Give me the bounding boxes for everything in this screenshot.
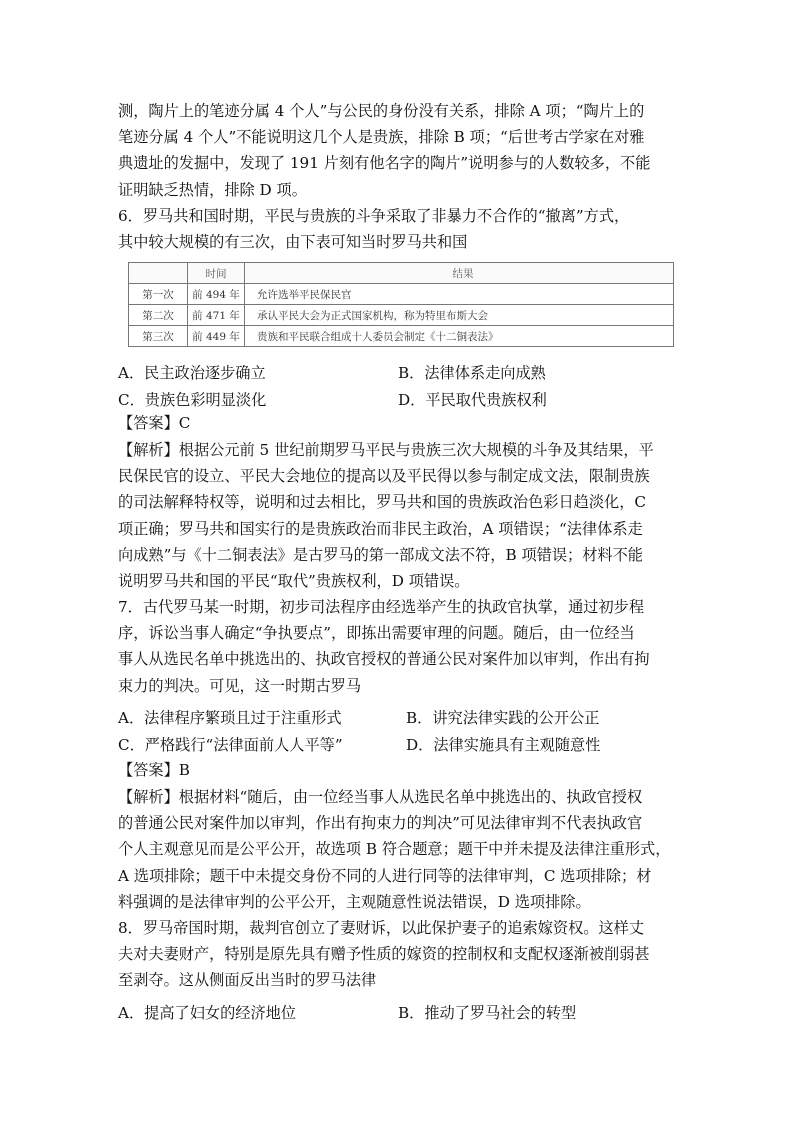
text-line: 说明罗马共和国的平民“取代”贵族权利，D 项错误。 (118, 571, 470, 590)
question-7-options-row-1 (118, 705, 678, 731)
text-line: 典遗址的发掘中，发现了 191 片刻有他名字的陶片”说明参与的人数较多，不能 (118, 154, 651, 173)
prev-explanation (118, 98, 678, 203)
option-d: D．法律实施具有主观随意性 (406, 736, 601, 754)
text-line: 事人从选民名单中挑选出的、执政官授权的普通公民对案件加以审判，作出有拘 (118, 650, 650, 669)
question-6-explanation (118, 437, 678, 594)
table-header-cell: 时间 (188, 263, 245, 284)
text-line: 的司法解释特权等，说明和过去相比，罗马共和国的贵族政治色彩日趋淡化，C (118, 493, 646, 512)
text-line: A 选项排除；题干中未提交身份不同的人进行同等的法律审判，C 选项排除；材 (118, 866, 652, 885)
text-line: 料强调的是法律审判的公平公开，主观随意性说法错误，D 选项排除。 (118, 892, 591, 911)
text-line: 其中较大规模的有三次，由下表可知当时罗马共和国 (118, 233, 468, 252)
text-line: 7．古代罗马某一时期，初步司法程序由经选举产生的执政官执掌，通过初步程 (118, 598, 645, 616)
table-row (129, 305, 674, 326)
question-7-answer (118, 757, 678, 783)
text-line: 至剥夺。这从侧面反出当时的罗马法律 (118, 971, 377, 990)
table-header-row (129, 263, 674, 284)
text-line: 8．罗马帝国时期，裁判官创立了妻财诉，以此保护妻子的追索嫁资权。这样丈 (118, 919, 645, 937)
text-line: 民保民官的设立、平民大会地位的提高以及平民得以参与制定成文法，限制贵族 (118, 467, 650, 486)
question-8-options-row-1 (118, 1000, 678, 1026)
text-line: 的普通公民对案件加以审判，作出有拘束力的判决”可见法律审判不代表执政官 (118, 814, 643, 833)
option-a: A．民主政治逐步确立 (118, 364, 266, 382)
table-row (129, 284, 674, 305)
question-8-stem (118, 915, 678, 994)
answer-text: 【答案】C (118, 414, 191, 432)
table-cell: 承认平民大会为正式国家机构，称为特里布斯大会 (245, 305, 674, 326)
text-line: 序，诉讼当事人确定“争执要点”，即拣出需要审理的问题。随后，由一位经当 (118, 624, 635, 643)
option-b: B．法律体系走向成熟 (398, 364, 546, 382)
text-line: 个人主观意见而是公平公开，故选项 B 符合题意；题干中并未提及法律注重形式， (118, 840, 671, 859)
option-b: B．讲究法律实践的公开公正 (406, 709, 600, 727)
table-cell: 前 494 年 (188, 284, 245, 305)
question-7-options-row-2 (118, 732, 678, 758)
question-7-explanation (118, 784, 678, 915)
text-line: 证明缺乏热情，排除 D 项。 (118, 180, 307, 199)
table-cell: 允许选举平民保民官 (245, 284, 674, 305)
text-line: 笔迹分属 4 个人”不能说明这几个人是贵族，排除 B 项；“后世考古学家在对雅 (118, 128, 645, 147)
question-6-options-row-1 (118, 360, 678, 386)
option-a: A．法律程序繁琐且过于注重形式 (118, 709, 342, 727)
table-cell: 贵族和平民联合组成十人委员会制定《十二铜表法》 (245, 326, 674, 347)
option-b: B．推动了罗马社会的转型 (398, 1004, 577, 1022)
answer-text: 【答案】B (118, 761, 190, 779)
text-line: 6．罗马共和国时期，平民与贵族的斗争采取了非暴力不合作的“撤离”方式， (118, 207, 630, 225)
text-line: 夫对夫妻财产，特别是原先具有赠予性质的嫁资的控制权和支配权逐渐被削弱甚 (118, 945, 650, 964)
question-6-answer (118, 410, 678, 436)
table-header-cell: 结果 (245, 263, 674, 284)
text-line: 向成熟”与《十二铜表法》是古罗马的第一部成文法不符，B 项错误；材料不能 (118, 545, 643, 564)
question-6-stem (118, 203, 678, 255)
text-line: 项正确；罗马共和国实行的是贵族政治而非民主政治，A 项错误；“法律体系走 (118, 519, 643, 538)
question-6-table (128, 262, 674, 347)
text-line: 测，陶片上的笔迹分属 4 个人”与公民的身份没有关系，排除 A 项；“陶片上的 (118, 102, 645, 120)
question-7-stem (118, 594, 678, 699)
table-cell: 前 471 年 (188, 305, 245, 326)
table-row (129, 326, 674, 347)
option-c: C．贵族色彩明显淡化 (118, 391, 267, 409)
table-cell: 第二次 (129, 305, 188, 326)
table-cell: 前 449 年 (188, 326, 245, 347)
table-cell: 第三次 (129, 326, 188, 347)
text-line: 【解析】根据公元前 5 世纪前期罗马平民与贵族三次大规模的斗争及其结果，平 (118, 441, 654, 459)
option-a: A．提高了妇女的经济地位 (118, 1004, 297, 1022)
text-line: 【解析】根据材料“随后，由一位经当事人从选民名单中挑选出的、执政官授权 (118, 788, 643, 806)
table-header-cell (129, 263, 188, 284)
table-cell: 第一次 (129, 284, 188, 305)
text-line: 束力的判决。可见，这一时期古罗马 (118, 676, 361, 695)
option-c: C．严格践行“法律面前人人平等” (118, 736, 343, 754)
option-d: D．平民取代贵族权利 (398, 391, 547, 409)
